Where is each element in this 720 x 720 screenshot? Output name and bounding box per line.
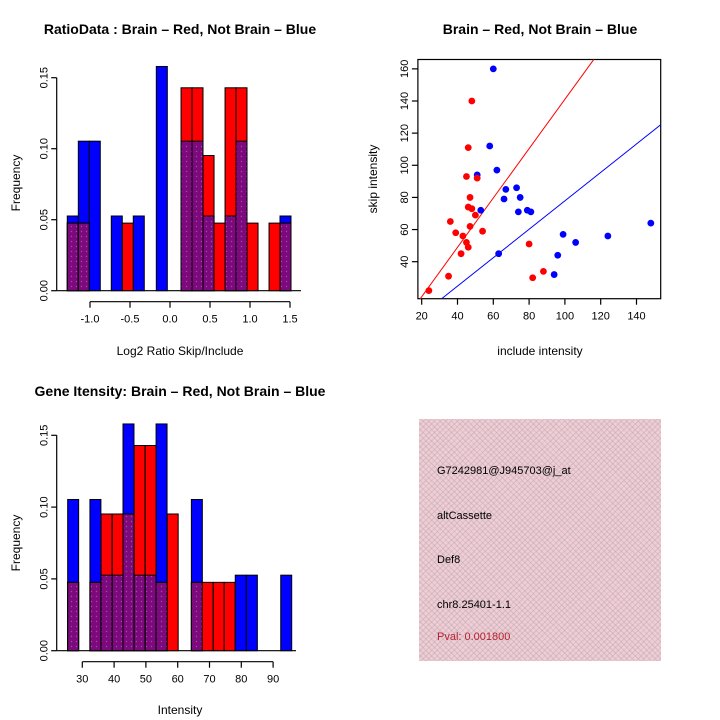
scatter-point-blue — [647, 220, 654, 227]
scatter-point-red — [452, 229, 459, 236]
x-tick-label: 120 — [591, 310, 610, 323]
gene-hist-ylabel: Frequency — [9, 514, 23, 572]
scatter-point-red — [467, 223, 474, 230]
y-tick-label: 40 — [398, 255, 411, 268]
y-tick-label: 140 — [398, 91, 411, 111]
fit-line-red — [420, 60, 593, 299]
ratio-hist-title: RatioData : Brain – Red, Not Brain – Blue — [43, 21, 317, 37]
x-tick-label: 50 — [139, 673, 153, 686]
hist-bar-red — [247, 223, 258, 291]
x-tick-label: 40 — [107, 673, 121, 686]
x-tick-label: 140 — [627, 310, 646, 323]
y-tick-label: 0.15 — [38, 66, 51, 89]
x-tick-label: 0.5 — [202, 313, 218, 326]
hist-bar-overlap — [192, 141, 203, 291]
ratio-hist-xlabel: Log2 Ratio Skip/Include — [116, 344, 244, 358]
y-tick-label: 0.00 — [38, 639, 51, 662]
hist-bar-overlap — [280, 223, 291, 291]
hist-bar-red — [202, 582, 213, 650]
hist-bar-overlap — [68, 582, 79, 650]
scatter-point-red — [425, 287, 432, 294]
scatter-point-blue — [572, 239, 579, 246]
hist-bar-red — [214, 223, 225, 291]
scatter-point-blue — [490, 65, 497, 72]
scatter-point-blue — [527, 208, 534, 215]
x-tick-label: 80 — [235, 673, 248, 686]
scatter-point-blue — [551, 271, 558, 278]
scatter-point-blue — [515, 208, 522, 215]
chromosome-location-text: chr8.25401-1.1 — [437, 599, 511, 611]
scatter-point-blue — [560, 231, 567, 238]
hist-bar-overlap — [123, 514, 134, 651]
scatter-point-red — [467, 194, 474, 201]
scatter-point-red — [472, 212, 479, 219]
y-tick-label: 0.10 — [38, 496, 51, 518]
scatter-point-red — [526, 241, 533, 248]
x-tick-label: 60 — [171, 673, 184, 686]
gene-hist-xlabel: Intensity — [157, 703, 203, 717]
scatter-point-blue — [502, 186, 509, 193]
fit-line-blue — [442, 125, 661, 299]
scatter-point-red — [479, 228, 486, 235]
plot-frame — [418, 60, 661, 299]
scatter-point-red — [468, 98, 475, 105]
scatter-point-blue — [486, 143, 493, 150]
scatter-point-blue — [501, 196, 508, 203]
x-tick-label: 40 — [451, 310, 464, 323]
gene-symbol-text: Def8 — [437, 554, 461, 566]
y-tick-label: 160 — [398, 59, 411, 79]
hist-bar-overlap — [181, 141, 192, 291]
scatter-point-red — [445, 273, 452, 280]
y-tick-label: 0.00 — [38, 279, 51, 302]
y-tick-label: 0.15 — [38, 424, 51, 447]
scatter-point-red — [463, 173, 470, 180]
x-tick-label: 1.5 — [282, 313, 298, 326]
x-tick-label: 100 — [555, 310, 575, 323]
hist-bar-blue — [111, 216, 122, 291]
scatter-point-red — [468, 205, 475, 212]
scatter-point-red — [474, 175, 481, 182]
x-tick-label: 90 — [266, 673, 280, 686]
hist-bar-overlap — [134, 575, 145, 651]
scatter-point-blue — [554, 252, 561, 259]
scatter-title: Brain – Red, Not Brain – Blue — [442, 21, 638, 37]
x-tick-label: 1.0 — [242, 313, 258, 326]
hist-bar-overlap — [225, 216, 236, 291]
scatter-point-red — [529, 274, 536, 281]
scatter-point-red — [458, 250, 465, 257]
hist-bar-overlap — [191, 582, 202, 650]
hist-bar-overlap — [78, 223, 89, 291]
hist-bar-blue — [235, 575, 246, 651]
hist-bar-overlap — [203, 216, 214, 291]
hist-bar-overlap — [236, 141, 247, 291]
intensity-scatter-panel — [360, 0, 720, 360]
hist-bar-overlap — [90, 582, 101, 650]
scatter-ylabel: skip intensity — [366, 144, 380, 214]
gene-hist-title: Gene Itensity: Brain – Red, Not Brain – Blue — [34, 383, 326, 399]
ratio-histogram-panel — [0, 0, 360, 360]
gene-histogram-panel — [0, 360, 360, 720]
scatter-point-blue — [493, 167, 500, 174]
y-tick-label: 0.05 — [38, 568, 51, 590]
hist-bar-overlap — [156, 582, 167, 650]
scatter-point-red — [465, 244, 472, 251]
x-tick-label: 30 — [76, 673, 89, 686]
y-tick-label: 120 — [398, 123, 411, 143]
hist-bar-blue — [281, 575, 292, 651]
y-tick-label: 80 — [398, 191, 411, 204]
y-tick-label: 0.05 — [38, 208, 51, 231]
y-tick-label: 100 — [398, 156, 411, 175]
hist-bar-blue — [133, 216, 144, 291]
x-tick-label: 70 — [203, 673, 216, 686]
probe-id-text: G7242981@J945703@j_at — [437, 465, 571, 477]
scatter-point-red — [540, 268, 547, 275]
x-tick-label: 0.0 — [162, 313, 178, 326]
x-tick-label: 60 — [487, 310, 500, 323]
scatter-point-red — [459, 233, 466, 240]
hist-bar-red — [122, 223, 133, 291]
hist-bar-red — [269, 223, 280, 291]
hist-bar-overlap — [112, 575, 123, 651]
x-tick-label: -1.0 — [80, 313, 100, 326]
hist-bar-overlap — [145, 575, 156, 651]
x-tick-label: -0.5 — [120, 313, 140, 326]
scatter-point-blue — [517, 194, 524, 201]
y-tick-label: 0.10 — [38, 137, 51, 160]
scatter-xlabel: include intensity — [497, 344, 583, 358]
hist-bar-blue — [246, 575, 257, 651]
y-tick-label: 60 — [398, 223, 411, 236]
hist-bar-red — [224, 582, 235, 650]
splice-type-text: altCassette — [437, 510, 493, 522]
pval-text: Pval: 0.001800 — [437, 631, 511, 643]
ratio-hist-ylabel: Frequency — [9, 154, 23, 212]
x-tick-label: 80 — [522, 310, 536, 323]
scatter-point-blue — [604, 233, 611, 240]
scatter-point-blue — [477, 207, 484, 214]
hist-bar-overlap — [67, 223, 78, 291]
hist-bar-blue — [156, 66, 167, 290]
x-tick-label: 20 — [415, 310, 428, 323]
hist-bar-blue — [89, 141, 100, 291]
hist-bar-red — [213, 582, 224, 650]
hist-bar-red — [167, 514, 178, 651]
scatter-point-red — [465, 144, 472, 151]
scatter-point-red — [447, 218, 454, 225]
gene-info-panel — [419, 419, 661, 661]
scatter-point-blue — [495, 250, 502, 257]
hist-bar-overlap — [101, 575, 112, 651]
scatter-point-blue — [513, 184, 520, 191]
